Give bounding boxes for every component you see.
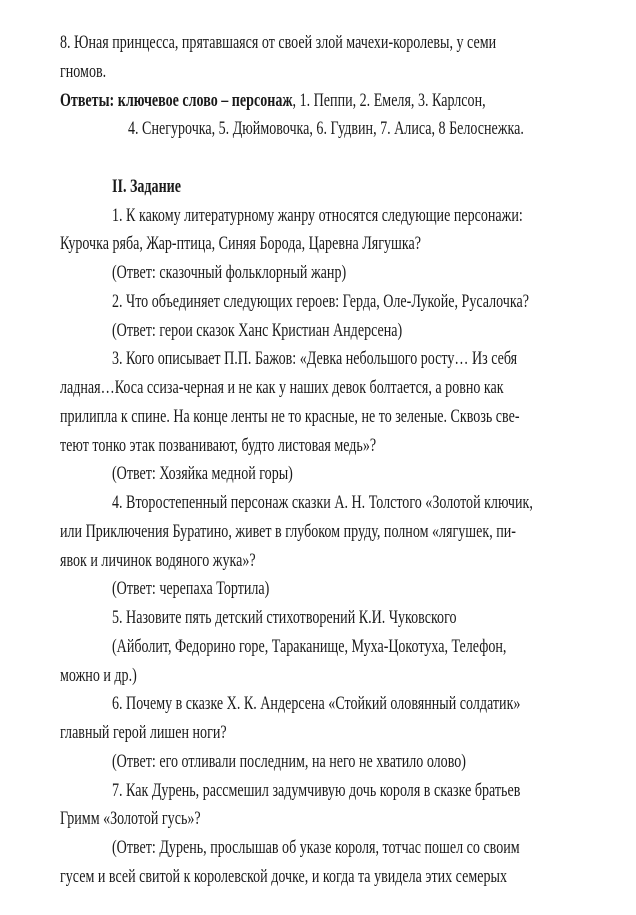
body-line: 6. Почему в сказке Х. К. Андерсена «Стойкий оловянный солдатик» xyxy=(112,694,521,715)
body-line: (Айболит, Федорино горе, Тараканище, Муха-Цокотуха, Телефон, xyxy=(112,636,507,657)
body-line: 5. Назовите пять детский стихотворений К.И. Чуковского xyxy=(112,608,457,628)
body-line: Гримм «Золотой гусь»? xyxy=(60,809,201,830)
body-line: теют тонко этак позванивают, будто листовая медь»? xyxy=(60,435,377,456)
body-line: (Ответ: его отливали последним, на него не хватило олово) xyxy=(112,751,466,772)
body-line: 4. Второстепенный персонаж сказки А. Н. Толстого «Золотой ключик, xyxy=(112,493,533,513)
body-line: главный герой лишен ноги? xyxy=(60,723,227,743)
body-line: 1. К какому литературному жанру относятся следующие персонажи: xyxy=(112,205,523,226)
body-line: (Ответ: Хозяйка медной горы) xyxy=(112,464,293,485)
answers-line-1 xyxy=(60,87,493,116)
section-heading: II. Задание xyxy=(112,176,182,197)
riddle-8-line-1: 8. Юная принцесса, прятавшаяся от своей злой мачехи-королевы, у семи xyxy=(60,33,497,53)
body-line: 2. Что объединяет следующих героев: Герда, Оле-Лукойе, Русалочка? xyxy=(112,291,529,312)
body-line: (Ответ: черепаха Тортила) xyxy=(112,579,270,600)
riddle-8-line-2: гномов. xyxy=(60,61,107,82)
answers-list: , 1. Пеппи, 2. Емеля, 3. Карлсон, xyxy=(292,90,486,111)
body-line: Курочка ряба, Жар-птица, Синяя Борода, Царевна Лягушка? xyxy=(60,234,421,255)
body-line: гусем и всей свитой к королевской дочке, и когда та увидела этих семерых xyxy=(60,866,507,887)
body-line: (Ответ: Дурень, прослышав об указе короля, тотчас пошел со своим xyxy=(112,838,520,858)
body-line: или Приключения Буратино, живет в глубоком пруду, полном «лягушек, пи- xyxy=(60,521,516,542)
body-line: ладная…Коса ссиза-черная и не как у наших девок болтается, а ровно как xyxy=(60,378,504,398)
body-line: 7. Как Дурень, рассмешил задумчивую дочь короля в сказке братьев xyxy=(112,780,521,801)
document-page xyxy=(60,29,630,892)
section-body xyxy=(60,202,630,892)
body-line: явок и личинок водяного жука»? xyxy=(60,550,256,571)
answers-label: Ответы: ключевое слово – персонаж xyxy=(60,90,293,111)
body-line: 3. Кого описывает П.П. Бажов: «Девка небольшого росту… Из себя xyxy=(112,349,518,370)
answers-line-2: 4. Снегурочка, 5. Дюймовочка, 6. Гудвин, 7. Алиса, 8 Белоснежка. xyxy=(128,119,524,140)
body-line: можно и др.) xyxy=(60,665,137,686)
body-line: (Ответ: герои сказок Ханс Кристиан Андерсена) xyxy=(112,320,403,341)
body-line: прилипла к спине. На конце ленты не то красные, не то зеленые. Сквозь све- xyxy=(60,406,520,427)
blank-line xyxy=(60,144,493,173)
body-line: (Ответ: сказочный фольклорный жанр) xyxy=(112,263,347,283)
